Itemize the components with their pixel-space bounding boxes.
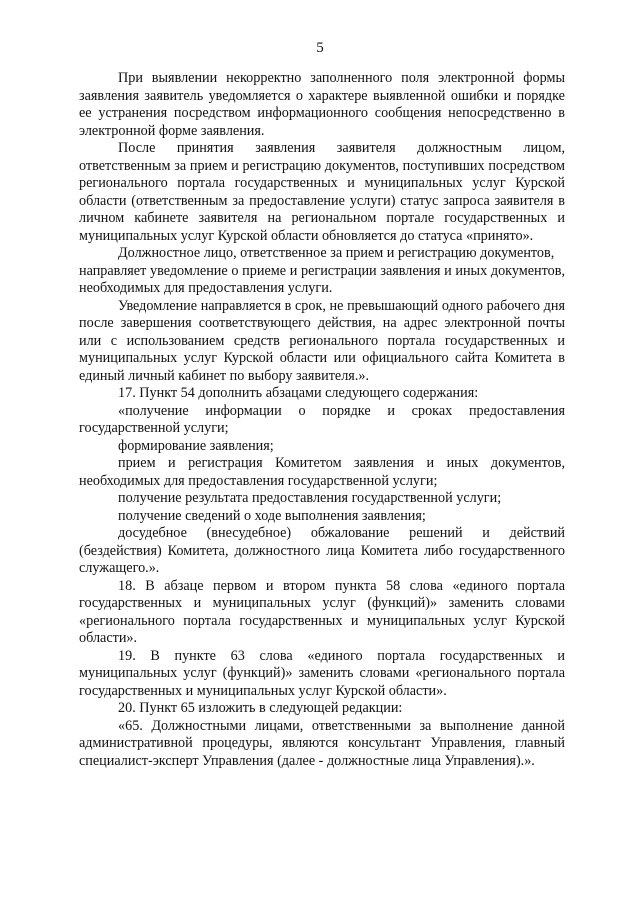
list-item-appeal: досудебное (внесудебное) обжалование решений и действий (бездействия) Комитета, должностного лица Комитета либо государственного служащего.». [79, 525, 565, 576]
paragraph-official-person: Должностное лицо, ответственное за прием и регистрацию документов, [118, 245, 555, 261]
document-body [79, 70, 565, 770]
paragraph-status-update: После принятия заявления заявителя должностным лицом, ответственным за прием и регистрацию документов, поступивших посредством регионального портала государственных и муниципальных услуг Курской области (ответственным за предоставление услуги) статус запроса заявителя в личном кабинете заявителя на региональном портале государственных и муниципальных услуг Курской области обновляется до статуса «принято». [79, 140, 565, 244]
paragraph-notification-deadline: Уведомление направляется в срок, не превышающий одного рабочего дня после завершения соответствующего действия, на адрес электронной почты или с использованием средств регионального портала государственных и муниципальных услуг Курской области или официального сайта Комитета в единый личный кабинет по выбору заявителя.». [79, 297, 565, 384]
paragraph-item-19: 19. В пункте 63 слова «единого портала государственных и муниципальных услуг (функций)» заменить словами «регионального портала государственных и муниципальных услуг Курской области». [79, 647, 565, 699]
paragraph-item-18: 18. В абзаце первом и втором пункта 58 слова «единого портала государственных и муниципальных услуг (функций)» заменить словами «регионального портала государственных и муниципальных услуг Курской области». [79, 577, 565, 646]
list-item-registration: прием и регистрация Комитетом заявления и иных документов, необходимых для предоставления государственной услуги; [79, 455, 565, 489]
list-item-progress-info: получение сведений о ходе выполнения заявления; [118, 507, 426, 524]
list-item-information: «получение информации о порядке и сроках предоставления государственной услуги; [79, 402, 565, 436]
paragraph-item-20: 20. Пункт 65 изложить в следующей редакции: [118, 700, 403, 716]
list-item-application-forming: формирование заявления; [118, 437, 274, 454]
paragraph-item-65: «65. Должностными лицами, ответственными за выполнение данной административной процедуры, являются консультант Управления, главный специалист-эксперт Управления (далее - должностные лица Управления).». [79, 717, 565, 769]
page-number: 5 [316, 40, 324, 56]
paragraph-sends-notification: направляет уведомление о приеме и регистрации заявления и иных документов, необходимых для предоставления услуги. [79, 262, 565, 296]
paragraph-error-notification: При выявлении некорректно заполненного поля электронной формы заявления заявитель уведомляется о характере выявленной ошибки и порядке ее устранения посредством информационного сообщения непосредственно в электронной форме заявления. [79, 70, 565, 139]
list-item-result: получение результата предоставления государственной услуги; [118, 490, 502, 506]
paragraph-item-17: 17. Пункт 54 дополнить абзацами следующего содержания: [118, 385, 479, 401]
